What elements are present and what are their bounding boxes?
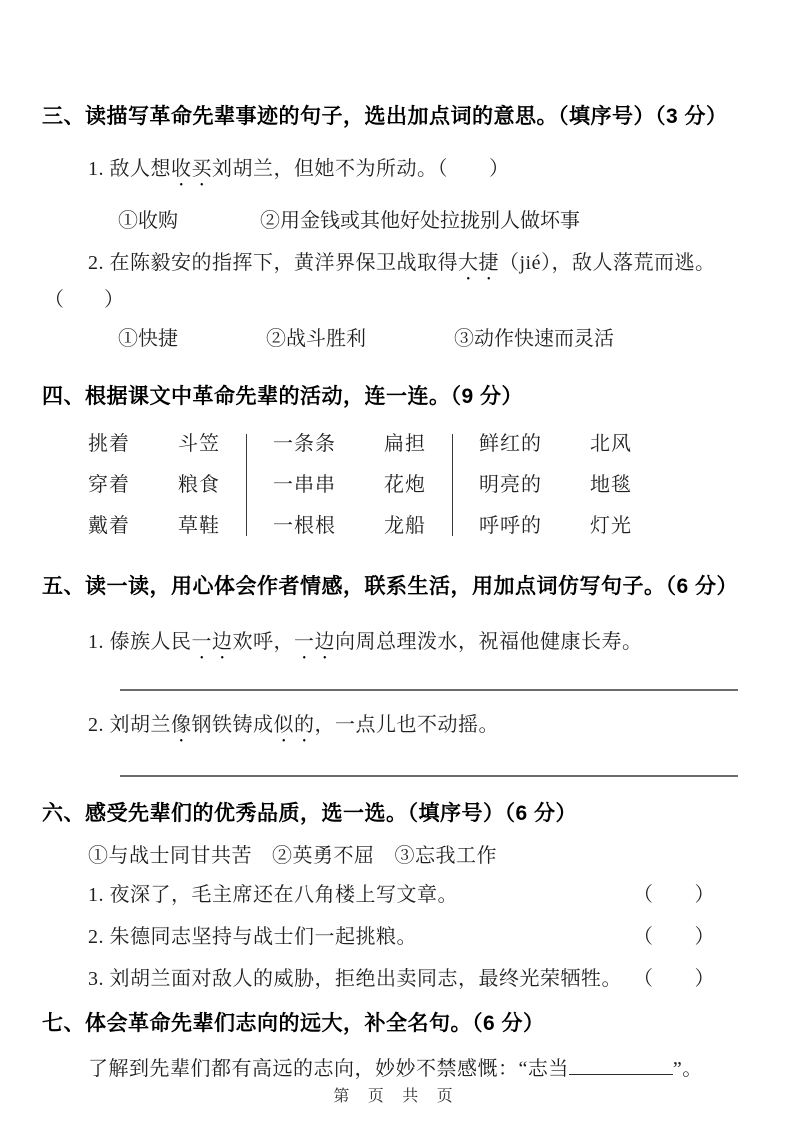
option-1: ①快捷 [118, 328, 178, 350]
sentence-part: 刘胡兰，但她不为所动。（ ） [212, 158, 510, 180]
section-3 [42, 102, 741, 354]
match-group-1 [88, 432, 220, 538]
section-4 [42, 382, 741, 538]
match-right: 地毯 [590, 474, 632, 496]
option-2: ②用金钱或其他好处拉拢别人做坏事 [260, 210, 580, 232]
section-3-question-2 [88, 248, 741, 285]
sentence-part: 了解到先辈们都有高远的志向，妙妙不禁感慨：“志当 [88, 1058, 569, 1080]
section-3-question-2-answer-bracket: （ ） [44, 289, 124, 311]
sentence-part: 敌人想 [109, 158, 171, 180]
page-footer: 第 页 共 页 [333, 1088, 460, 1105]
question-number: 2. [88, 926, 110, 948]
section-6-item-3 [88, 964, 715, 994]
answer-write-line [120, 775, 738, 777]
section-7-heading: 七、体会革命先辈们志向的远大，补全名句。（6 分） [42, 1012, 545, 1035]
option-2: ②战斗胜利 [266, 328, 366, 350]
match-right: 灯光 [590, 515, 632, 537]
section-3-question-1-options [118, 206, 741, 236]
section-7-sentence [88, 1054, 741, 1084]
matching-table [88, 432, 741, 538]
item-text [88, 922, 417, 952]
sentence-part: 刘胡兰面对敌人的威胁，拒绝出卖同志，最终光荣牺牲。 [109, 968, 622, 990]
section-6-options [88, 841, 741, 871]
section-6 [42, 799, 741, 994]
match-right: 粮食 [178, 474, 220, 496]
match-right: 龙船 [384, 515, 426, 537]
answer-bracket: （ ） [633, 884, 715, 906]
section-5 [42, 572, 741, 777]
item-text [88, 964, 622, 994]
sentence-part: ，一点儿也不动摇。 [314, 714, 499, 736]
section-4-heading: 四、根据课文中革命先辈的活动，连一连。（9 分） [42, 385, 524, 408]
match-left: 穿着 [88, 474, 130, 496]
match-left: 挑着 [88, 433, 130, 455]
match-left: 一串串 [273, 474, 336, 496]
match-group-3 [479, 432, 632, 538]
sentence-part: 傣族人民 [109, 631, 192, 653]
question-number: 1. [88, 631, 110, 653]
sentence-part: 在陈毅安的指挥下，黄洋界保卫战取得 [109, 252, 458, 274]
match-left: 呼呼的 [479, 515, 542, 537]
question-number: 1. [88, 884, 110, 906]
match-right: 扁担 [384, 433, 426, 455]
sentence-part: 夜深了，毛主席还在八角楼上写文章。 [109, 884, 458, 906]
dotted-word: 大捷 [458, 252, 499, 274]
answer-bracket: （ ） [633, 926, 715, 948]
match-right: 斗笠 [178, 433, 220, 455]
dotted-word: 像 [171, 714, 192, 736]
sentence-part: 朱德同志坚持与战士们一起挑粮。 [109, 926, 417, 948]
match-right: 草鞋 [178, 515, 220, 537]
match-left: 鲜红的 [479, 433, 542, 455]
sentence-part: ”。 [672, 1058, 703, 1080]
dotted-word: 收买 [171, 158, 212, 180]
sentence-part: 欢呼， [232, 631, 294, 653]
question-number: 1. [88, 158, 110, 180]
section-3-question-1 [88, 154, 741, 191]
section-3-heading: 三、读描写革命先辈事迹的句子，选出加点词的意思。（填序号）（3 分） [42, 105, 728, 128]
match-right: 北风 [590, 433, 632, 455]
item-text [88, 880, 458, 910]
sentence-part: 钢铁铸成 [191, 714, 274, 736]
match-left: 一条条 [273, 433, 336, 455]
match-left: 戴着 [88, 515, 130, 537]
section-6-item-2 [88, 922, 715, 952]
sentence-part: 刘胡兰 [109, 714, 171, 736]
section-3-question-2-options [118, 324, 741, 354]
match-left: 明亮的 [479, 474, 542, 496]
option-1: ①收购 [118, 210, 178, 232]
section-6-item-1 [88, 880, 715, 910]
sentence-part: （jié），敌人落荒而逃。 [499, 252, 716, 274]
option-2: ②英勇不屈 [272, 845, 375, 867]
section-5-heading: 五、读一读，用心体会作者情感，联系生活，用加点词仿写句子。（6 分） [42, 575, 739, 598]
section-5-question-2 [88, 710, 741, 747]
dotted-word: 一边 [191, 631, 233, 653]
option-1: ①与战士同甘共苦 [88, 845, 252, 867]
question-number: 2. [88, 714, 110, 736]
fill-in-blank [569, 1054, 673, 1075]
answer-bracket: （ ） [633, 968, 715, 990]
dotted-word: 一边 [294, 631, 335, 653]
section-7 [42, 1009, 741, 1084]
question-number: 3. [88, 968, 110, 990]
section-5-question-1 [88, 627, 741, 664]
table-divider [452, 434, 453, 536]
match-left: 一根根 [273, 515, 336, 537]
dotted-word: 似的 [273, 714, 315, 736]
answer-write-line [120, 689, 738, 691]
sentence-part: 向周总理泼水，祝福他健康长寿。 [335, 631, 643, 653]
option-3: ③动作快速而灵活 [454, 328, 614, 350]
match-group-2 [273, 432, 426, 538]
section-6-heading: 六、感受先辈们的优秀品质，选一选。（填序号）（6 分） [42, 802, 578, 825]
question-number: 2. [88, 252, 110, 274]
match-right: 花炮 [384, 474, 426, 496]
table-divider [246, 434, 247, 536]
option-3: ③忘我工作 [394, 845, 497, 867]
